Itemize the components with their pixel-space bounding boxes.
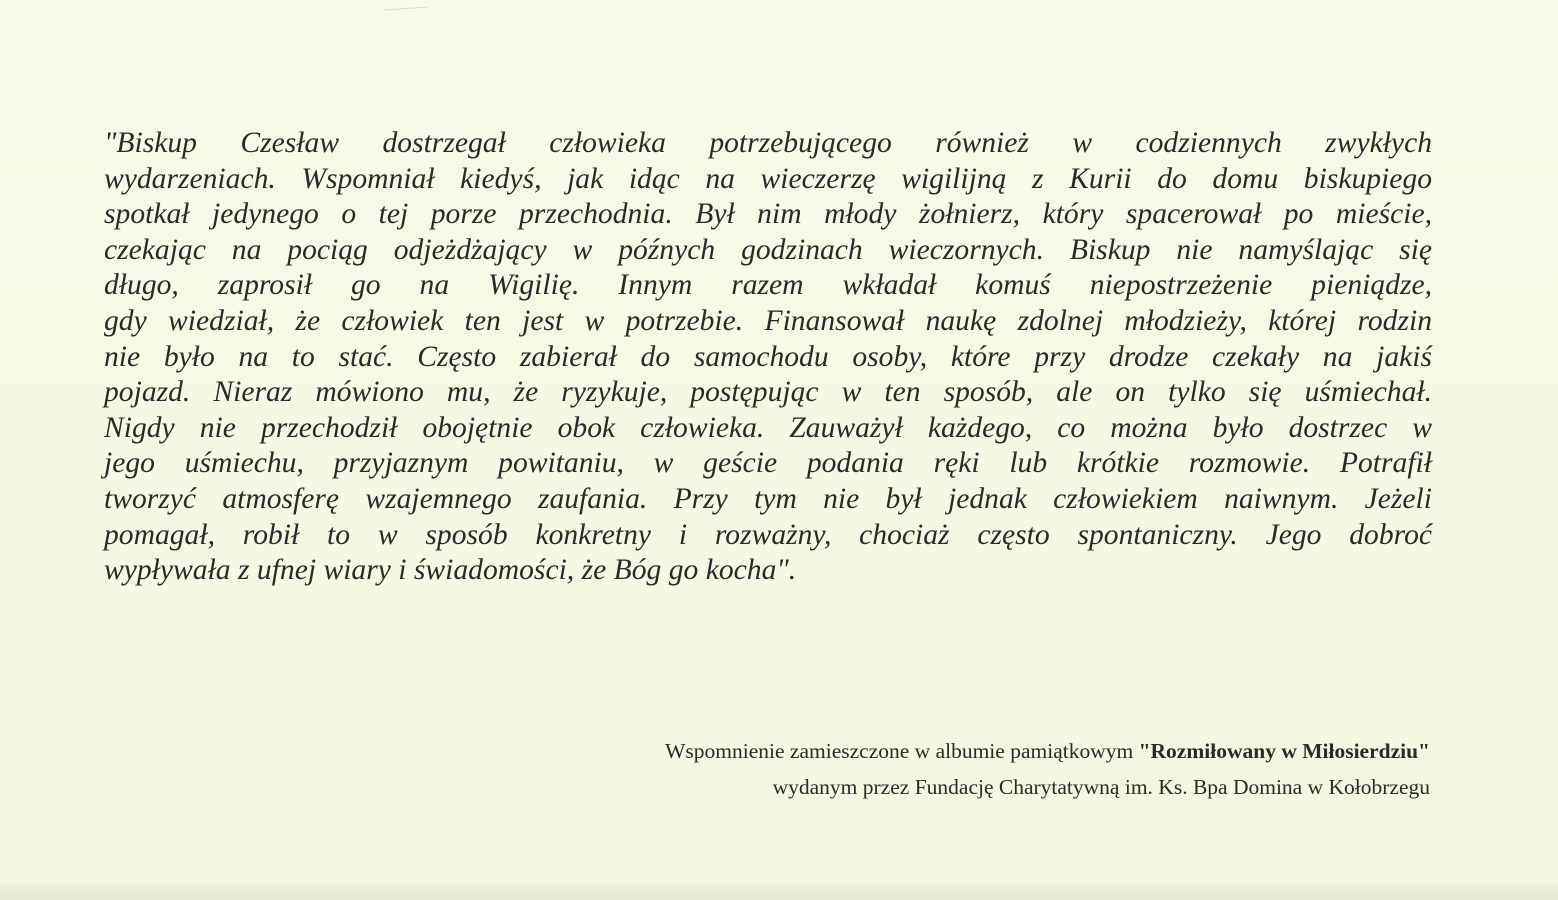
quote-line: czekając na pociąg odjeżdżający w późnych godzinach wieczornych. Biskup nie namyślając się [104, 233, 1432, 266]
album-title: "Rozmiłowany w Miłosierdziu" [1138, 739, 1430, 763]
quote-text-block [104, 126, 1432, 589]
source-line-2: wydanym przez Fundację Charytatywną im. Ks. Bpa Domina w Kołobrzegu [772, 775, 1430, 799]
paper-bottom-edge [0, 884, 1558, 900]
quote-line: tworzyć atmosferę wzajemnego zaufania. Przy tym nie był jednak człowiekiem naiwnym. Jeżeli [104, 482, 1432, 515]
quote-line: pojazd. Nieraz mówiono mu, że ryzykuje, postępując w ten sposób, ale on tylko się uśmiechał. [104, 376, 1432, 409]
quote-line: Nigdy nie przechodził obojętnie obok człowieka. Zauważył każdego, co można było dostrzec w [104, 411, 1432, 444]
quote-line: pomagał, robił to w sposób konkretny i rozważny, chociaż często spontaniczny. Jego dobroć [104, 518, 1432, 551]
quote-line: długo, zaprosił go na Wigilię. Innym razem wkładał komuś niepostrzeżenie pieniądze, [104, 269, 1432, 302]
quote-line: gdy wiedział, że człowiek ten jest w potrzebie. Finansował naukę zdolnej młodzieży, której rodzin [104, 304, 1432, 337]
quote-line: wydarzeniach. Wspomniał kiedyś, jak idąc na wieczerzę wigilijną z Kurii do domu biskupiego [104, 162, 1432, 195]
source-attribution [470, 733, 1430, 805]
quote-line: wypływała z ufnej wiary i świadomości, że Bóg go kocha". [104, 554, 797, 587]
quote-line: nie było na to stać. Często zabierał do samochodu osoby, które przy drodze czekały na jakiś [104, 340, 1432, 373]
quote-line: jego uśmiechu, przyjaznym powitaniu, w geście podania ręki lub krótkie rozmowie. Potrafił [104, 447, 1432, 480]
quote-line: spotkał jedynego o tej porze przechodnia. Był nim młody żołnierz, który spacerował po mieście, [104, 198, 1432, 231]
source-line-1 [470, 733, 1430, 769]
quote-line: "Biskup Czesław dostrzegał człowieka potrzebującego również w codziennych zwykłych [104, 127, 1432, 159]
source-prefix: Wspomnienie zamieszczone w albumie pamiątkowym [665, 739, 1139, 763]
paper-scratch-mark [384, 6, 428, 10]
